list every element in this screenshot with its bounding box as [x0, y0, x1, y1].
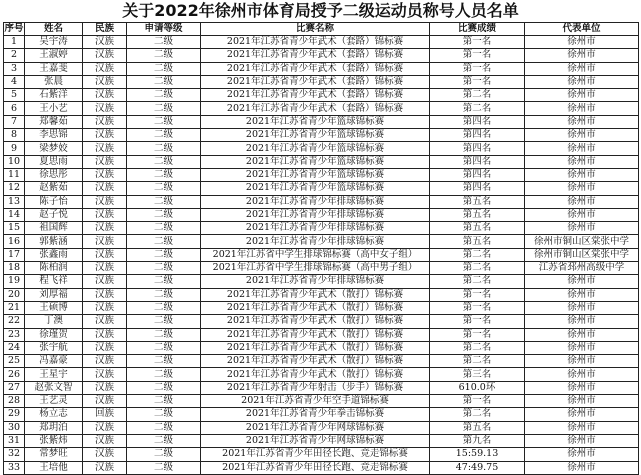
cell-level: 二级 — [127, 355, 201, 368]
table-row — [4, 368, 639, 381]
cell-number: 22 — [4, 315, 25, 328]
table-row — [4, 341, 639, 354]
cell-number: 2 — [4, 49, 25, 62]
cell-ethnicity: 汉族 — [83, 355, 127, 368]
cell-ethnicity: 汉族 — [83, 434, 127, 447]
cell-unit: 徐州市 — [525, 208, 639, 221]
cell-ethnicity: 汉族 — [83, 288, 127, 301]
table-row — [4, 448, 639, 461]
cell-name: 赵张文智 — [25, 381, 83, 394]
cell-result: 第一名 — [430, 62, 525, 75]
table-row — [4, 355, 639, 368]
table-row — [4, 182, 639, 195]
cell-result: 第二名 — [430, 248, 525, 261]
cell-number: 6 — [4, 102, 25, 115]
cell-number: 7 — [4, 115, 25, 128]
cell-name: 徐瑾贺 — [25, 328, 83, 341]
cell-number: 15 — [4, 222, 25, 235]
cell-number: 19 — [4, 275, 25, 288]
cell-number: 13 — [4, 195, 25, 208]
cell-result: 第九名 — [430, 434, 525, 447]
cell-name: 徐思彤 — [25, 168, 83, 181]
cell-unit: 徐州市 — [525, 328, 639, 341]
cell-unit: 徐州市 — [525, 395, 639, 408]
cell-number: 1 — [4, 36, 25, 49]
cell-level: 二级 — [127, 262, 201, 275]
cell-result: 第四名 — [430, 129, 525, 142]
cell-level: 二级 — [127, 89, 201, 102]
cell-name: 赵紫茹 — [25, 182, 83, 195]
cell-level: 二级 — [127, 301, 201, 314]
cell-number: 21 — [4, 301, 25, 314]
cell-level: 二级 — [127, 182, 201, 195]
table-row — [4, 288, 639, 301]
cell-unit: 徐州市 — [525, 381, 639, 394]
cell-result: 第二名 — [430, 408, 525, 421]
cell-competition: 2021年江苏省青少年空手道锦标赛 — [201, 395, 430, 408]
cell-unit: 徐州市 — [525, 155, 639, 168]
cell-number: 28 — [4, 395, 25, 408]
cell-ethnicity: 汉族 — [83, 262, 127, 275]
cell-number: 3 — [4, 62, 25, 75]
athlete-table — [3, 22, 639, 475]
cell-unit: 徐州市 — [525, 275, 639, 288]
cell-unit: 徐州市 — [525, 222, 639, 235]
cell-level: 二级 — [127, 75, 201, 88]
cell-competition: 2021年江苏省青少年武术（套路）锦标赛 — [201, 75, 430, 88]
cell-unit: 徐州市 — [525, 448, 639, 461]
cell-ethnicity: 汉族 — [83, 168, 127, 181]
cell-competition: 2021年江苏省青少年排球锦标赛 — [201, 195, 430, 208]
cell-competition: 2021年江苏省青少年网球锦标赛 — [201, 421, 430, 434]
cell-ethnicity: 汉族 — [83, 461, 127, 474]
table-row — [4, 208, 639, 221]
cell-name: 郑玥泊 — [25, 421, 83, 434]
table-row — [4, 434, 639, 447]
cell-level: 二级 — [127, 288, 201, 301]
cell-name: 丁澳 — [25, 315, 83, 328]
cell-competition: 2021年江苏省青少年篮球锦标赛 — [201, 155, 430, 168]
cell-unit: 徐州市 — [525, 195, 639, 208]
cell-level: 二级 — [127, 315, 201, 328]
cell-number: 12 — [4, 182, 25, 195]
cell-competition: 2021年江苏省青少年排球锦标赛 — [201, 275, 430, 288]
cell-competition: 2021年江苏省青少年射击（步手）锦标赛 — [201, 381, 430, 394]
cell-name: 陈柏润 — [25, 262, 83, 275]
cell-ethnicity: 汉族 — [83, 49, 127, 62]
cell-competition: 2021年江苏省青少年篮球锦标赛 — [201, 168, 430, 181]
cell-name: 刘厚福 — [25, 288, 83, 301]
cell-level: 二级 — [127, 248, 201, 261]
table-header-row — [4, 23, 639, 36]
cell-result: 第五名 — [430, 222, 525, 235]
cell-unit: 徐州市 — [525, 75, 639, 88]
cell-number: 29 — [4, 408, 25, 421]
cell-name: 夏思雨 — [25, 155, 83, 168]
cell-number: 9 — [4, 142, 25, 155]
cell-name: 郭紫涵 — [25, 235, 83, 248]
cell-result: 第二名 — [430, 102, 525, 115]
cell-result: 第四名 — [430, 168, 525, 181]
cell-number: 25 — [4, 355, 25, 368]
cell-unit: 徐州市 — [525, 368, 639, 381]
table-row — [4, 129, 639, 142]
cell-unit: 徐州市 — [525, 89, 639, 102]
cell-name: 赵子悦 — [25, 208, 83, 221]
cell-result: 第一名 — [430, 315, 525, 328]
table-row — [4, 381, 639, 394]
table-row — [4, 36, 639, 49]
cell-competition: 2021年江苏省青少年田径长跑、竞走锦标赛 — [201, 448, 430, 461]
cell-competition: 2021年江苏省青少年武术（散打）锦标赛 — [201, 288, 430, 301]
cell-competition: 2021年江苏省青少年篮球锦标赛 — [201, 129, 430, 142]
cell-number: 27 — [4, 381, 25, 394]
cell-unit: 徐州市 — [525, 102, 639, 115]
cell-ethnicity: 回族 — [83, 408, 127, 421]
cell-result: 第二名 — [430, 275, 525, 288]
table-row — [4, 168, 639, 181]
cell-level: 二级 — [127, 275, 201, 288]
cell-competition: 2021年江苏省青少年武术（套路）锦标赛 — [201, 62, 430, 75]
cell-competition: 2021年江苏省青少年武术（散打）锦标赛 — [201, 315, 430, 328]
cell-number: 26 — [4, 368, 25, 381]
cell-result: 第四名 — [430, 182, 525, 195]
cell-number: 8 — [4, 129, 25, 142]
cell-name: 冯嘉豪 — [25, 355, 83, 368]
cell-number: 31 — [4, 434, 25, 447]
table-row — [4, 315, 639, 328]
cell-level: 二级 — [127, 102, 201, 115]
cell-unit: 徐州市 — [525, 129, 639, 142]
cell-name: 王艺灵 — [25, 395, 83, 408]
cell-unit: 徐州市 — [525, 301, 639, 314]
cell-result: 第四名 — [430, 155, 525, 168]
header-competition: 比赛名称 — [201, 23, 430, 36]
cell-ethnicity: 汉族 — [83, 102, 127, 115]
cell-level: 二级 — [127, 62, 201, 75]
cell-competition: 2021年江苏省中学生排球锦标赛（高中女子组） — [201, 248, 430, 261]
cell-number: 14 — [4, 208, 25, 221]
cell-competition: 2021年江苏省青少年武术（散打）锦标赛 — [201, 368, 430, 381]
cell-competition: 2021年江苏省青少年排球锦标赛 — [201, 222, 430, 235]
cell-name: 王星宇 — [25, 368, 83, 381]
cell-number: 4 — [4, 75, 25, 88]
cell-ethnicity: 汉族 — [83, 195, 127, 208]
cell-result: 第五名 — [430, 208, 525, 221]
table-row — [4, 115, 639, 128]
cell-number: 11 — [4, 168, 25, 181]
table-row — [4, 275, 639, 288]
cell-competition: 2021年江苏省中学生排球锦标赛（高中男子组） — [201, 262, 430, 275]
cell-competition: 2021年江苏省青少年排球锦标赛 — [201, 208, 430, 221]
cell-unit: 徐州市 — [525, 36, 639, 49]
cell-name: 杨立志 — [25, 408, 83, 421]
cell-ethnicity: 汉族 — [83, 222, 127, 235]
header-result: 比赛成绩 — [430, 23, 525, 36]
cell-name: 祖国辉 — [25, 222, 83, 235]
cell-competition: 2021年江苏省青少年田径长跑、竞走锦标赛 — [201, 461, 430, 474]
cell-number: 20 — [4, 288, 25, 301]
cell-name: 张宇航 — [25, 341, 83, 354]
document-title: 关于2022年徐州市体育局授予二级运动员称号人员名单 — [122, 1, 519, 20]
cell-result: 第四名 — [430, 142, 525, 155]
cell-result: 第二名 — [430, 341, 525, 354]
cell-level: 二级 — [127, 168, 201, 181]
cell-ethnicity: 汉族 — [83, 36, 127, 49]
cell-number: 30 — [4, 421, 25, 434]
cell-level: 二级 — [127, 142, 201, 155]
cell-number: 10 — [4, 155, 25, 168]
cell-result: 第二名 — [430, 262, 525, 275]
cell-ethnicity: 汉族 — [83, 129, 127, 142]
table-row — [4, 49, 639, 62]
cell-name: 王嘉斐 — [25, 62, 83, 75]
cell-ethnicity: 汉族 — [83, 368, 127, 381]
cell-name: 王硕博 — [25, 301, 83, 314]
cell-number: 23 — [4, 328, 25, 341]
header-unit: 代表单位 — [525, 23, 639, 36]
table-row — [4, 235, 639, 248]
cell-name: 王小艺 — [25, 102, 83, 115]
cell-result: 第一名 — [430, 328, 525, 341]
cell-result: 第五名 — [430, 235, 525, 248]
table-row — [4, 461, 639, 474]
cell-name: 陈子怡 — [25, 195, 83, 208]
cell-competition: 2021年江苏省青少年网球锦标赛 — [201, 434, 430, 447]
cell-ethnicity: 汉族 — [83, 142, 127, 155]
table-row — [4, 222, 639, 235]
cell-ethnicity: 汉族 — [83, 395, 127, 408]
cell-ethnicity: 汉族 — [83, 115, 127, 128]
cell-name: 张晨 — [25, 75, 83, 88]
cell-level: 二级 — [127, 381, 201, 394]
cell-name: 王培他 — [25, 461, 83, 474]
table-row — [4, 155, 639, 168]
cell-level: 二级 — [127, 448, 201, 461]
table-row — [4, 395, 639, 408]
cell-unit: 徐州市 — [525, 315, 639, 328]
cell-level: 二级 — [127, 115, 201, 128]
cell-unit: 徐州市 — [525, 288, 639, 301]
cell-ethnicity: 汉族 — [83, 155, 127, 168]
cell-result: 第五名 — [430, 421, 525, 434]
cell-result: 第四名 — [430, 115, 525, 128]
cell-competition: 2021年江苏省青少年武术（散打）锦标赛 — [201, 328, 430, 341]
cell-name: 张鑫雨 — [25, 248, 83, 261]
header-name: 姓名 — [25, 23, 83, 36]
cell-ethnicity: 汉族 — [83, 62, 127, 75]
cell-ethnicity: 汉族 — [83, 448, 127, 461]
table-row — [4, 408, 639, 421]
cell-result: 第一名 — [430, 36, 525, 49]
table-row — [4, 421, 639, 434]
table-row — [4, 328, 639, 341]
cell-level: 二级 — [127, 155, 201, 168]
cell-unit: 徐州市铜山区棠张中学 — [525, 235, 639, 248]
cell-unit: 徐州市铜山区棠张中学 — [525, 248, 639, 261]
cell-level: 二级 — [127, 395, 201, 408]
cell-level: 二级 — [127, 222, 201, 235]
cell-name: 李思锦 — [25, 129, 83, 142]
cell-unit: 徐州市 — [525, 461, 639, 474]
cell-result: 第一名 — [430, 395, 525, 408]
cell-competition: 2021年江苏省青少年武术（散打）锦标赛 — [201, 341, 430, 354]
cell-competition: 2021年江苏省青少年武术（套路）锦标赛 — [201, 49, 430, 62]
cell-name: 郑馨茹 — [25, 115, 83, 128]
cell-name: 吴宇涛 — [25, 36, 83, 49]
table-row — [4, 75, 639, 88]
cell-competition: 2021年江苏省青少年武术（套路）锦标赛 — [201, 36, 430, 49]
table-row — [4, 62, 639, 75]
cell-ethnicity: 汉族 — [83, 275, 127, 288]
table-row — [4, 102, 639, 115]
cell-result: 第一名 — [430, 301, 525, 314]
cell-level: 二级 — [127, 341, 201, 354]
table-row — [4, 248, 639, 261]
table-row — [4, 301, 639, 314]
cell-result: 15:59.13 — [430, 448, 525, 461]
cell-number: 16 — [4, 235, 25, 248]
cell-name: 石紫洋 — [25, 89, 83, 102]
cell-unit: 徐州市 — [525, 115, 639, 128]
cell-unit: 徐州市 — [525, 408, 639, 421]
cell-ethnicity: 汉族 — [83, 89, 127, 102]
cell-competition: 2021年江苏省青少年拳击锦标赛 — [201, 408, 430, 421]
cell-level: 二级 — [127, 195, 201, 208]
header-level: 申请等级 — [127, 23, 201, 36]
cell-result: 第三名 — [430, 368, 525, 381]
cell-unit: 徐州市 — [525, 341, 639, 354]
table-row — [4, 89, 639, 102]
cell-ethnicity: 汉族 — [83, 301, 127, 314]
cell-ethnicity: 汉族 — [83, 248, 127, 261]
cell-ethnicity: 汉族 — [83, 208, 127, 221]
cell-ethnicity: 汉族 — [83, 235, 127, 248]
cell-result: 第二名 — [430, 355, 525, 368]
cell-level: 二级 — [127, 368, 201, 381]
cell-ethnicity: 汉族 — [83, 421, 127, 434]
cell-level: 二级 — [127, 36, 201, 49]
cell-name: 程飞祥 — [25, 275, 83, 288]
cell-unit: 徐州市 — [525, 182, 639, 195]
cell-number: 17 — [4, 248, 25, 261]
table-row — [4, 262, 639, 275]
cell-number: 5 — [4, 89, 25, 102]
cell-unit: 江苏省邳州高级中学 — [525, 262, 639, 275]
cell-level: 二级 — [127, 208, 201, 221]
cell-level: 二级 — [127, 235, 201, 248]
cell-name: 王淑婷 — [25, 49, 83, 62]
header-number: 序号 — [4, 23, 24, 34]
cell-competition: 2021年江苏省青少年篮球锦标赛 — [201, 182, 430, 195]
cell-level: 二级 — [127, 408, 201, 421]
cell-competition: 2021年江苏省青少年排球锦标赛 — [201, 235, 430, 248]
cell-result: 第二名 — [430, 89, 525, 102]
cell-level: 二级 — [127, 421, 201, 434]
cell-ethnicity: 汉族 — [83, 341, 127, 354]
cell-unit: 徐州市 — [525, 142, 639, 155]
cell-competition: 2021年江苏省青少年武术（套路）锦标赛 — [201, 89, 430, 102]
cell-competition: 2021年江苏省青少年篮球锦标赛 — [201, 115, 430, 128]
cell-unit: 徐州市 — [525, 421, 639, 434]
cell-ethnicity: 汉族 — [83, 182, 127, 195]
cell-ethnicity: 汉族 — [83, 315, 127, 328]
cell-result: 第一名 — [430, 49, 525, 62]
cell-name: 张紫炜 — [25, 434, 83, 447]
cell-result: 610.0环 — [430, 381, 525, 394]
cell-result: 47:49.75 — [430, 461, 525, 474]
cell-result: 第五名 — [430, 195, 525, 208]
cell-name: 梁梦姣 — [25, 142, 83, 155]
cell-unit: 徐州市 — [525, 355, 639, 368]
cell-number: 32 — [4, 448, 25, 461]
cell-result: 第一名 — [430, 75, 525, 88]
cell-ethnicity: 汉族 — [83, 381, 127, 394]
cell-level: 二级 — [127, 434, 201, 447]
cell-level: 二级 — [127, 328, 201, 341]
cell-name: 常梦旺 — [25, 448, 83, 461]
cell-number: 18 — [4, 262, 25, 275]
cell-unit: 徐州市 — [525, 168, 639, 181]
header-ethnicity: 民族 — [83, 23, 127, 36]
cell-level: 二级 — [127, 49, 201, 62]
cell-competition: 2021年江苏省青少年武术（套路）锦标赛 — [201, 102, 430, 115]
cell-number: 24 — [4, 341, 25, 354]
cell-unit: 徐州市 — [525, 62, 639, 75]
cell-number: 33 — [4, 461, 25, 474]
cell-result: 第一名 — [430, 288, 525, 301]
cell-competition: 2021年江苏省青少年武术（散打）锦标赛 — [201, 301, 430, 314]
cell-competition: 2021年江苏省青少年篮球锦标赛 — [201, 142, 430, 155]
cell-unit: 徐州市 — [525, 49, 639, 62]
table-row — [4, 195, 639, 208]
cell-unit: 徐州市 — [525, 434, 639, 447]
cell-ethnicity: 汉族 — [83, 75, 127, 88]
table-body — [4, 36, 639, 475]
table-row — [4, 142, 639, 155]
cell-ethnicity: 汉族 — [83, 328, 127, 341]
cell-level: 二级 — [127, 129, 201, 142]
cell-competition: 2021年江苏省青少年武术（散打）锦标赛 — [201, 355, 430, 368]
cell-level: 二级 — [127, 461, 201, 474]
